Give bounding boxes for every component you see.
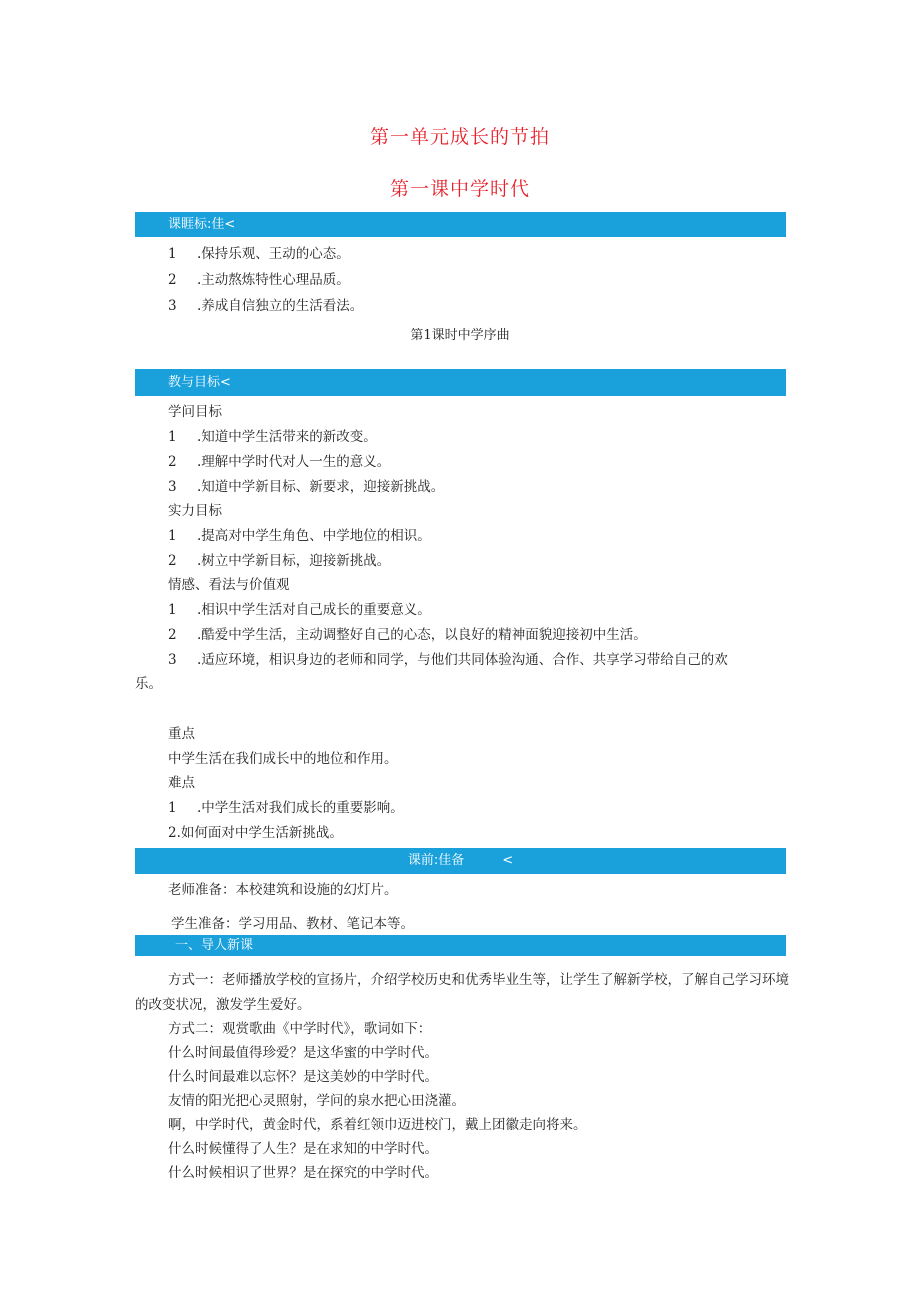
item-text: .适应环境，相识身边的老师和同学，与他们共同体验沟通、合作、共享学习带给自己的欢 — [197, 652, 728, 668]
item-number: 1 — [168, 246, 177, 262]
item-number: 2 — [168, 627, 177, 643]
item-number: 2 — [168, 272, 177, 288]
item-text: .养成自信独立的生活看法。 — [197, 298, 364, 314]
item-text: .相识中学生活对自己成长的重要意义。 — [197, 602, 431, 618]
lyric-line: 什么时候相识了世界？是在探究的中学时代。 — [168, 1165, 438, 1181]
item-text: .理解中学时代对人一生的意义。 — [197, 454, 391, 470]
bar-mark: < — [502, 853, 514, 868]
item-number: 1 — [168, 528, 177, 544]
section-bar-curriculum-goals: 课睚标:佳< — [135, 212, 786, 237]
key-text: 中学生活在我们成长中的地位和作用。 — [168, 751, 398, 767]
item-text: .保持乐观、王动的心态。 — [197, 246, 350, 262]
item-number: 1 — [168, 602, 177, 618]
list-item — [168, 270, 350, 290]
list-item — [168, 600, 431, 620]
list-item — [168, 526, 431, 546]
ability-heading: 实力目标 — [168, 503, 222, 519]
item-text: .主动熬炼特性心理品质。 — [197, 272, 350, 288]
list-item — [168, 551, 390, 571]
item-number: 2 — [168, 454, 177, 470]
list-item — [168, 244, 350, 264]
list-item — [168, 477, 444, 497]
method-two: 方式二：观赏歌曲《中学时代》，歌词如下： — [168, 1021, 432, 1037]
item-text: .提高对中学生角色、中学地位的相识。 — [197, 528, 431, 544]
item-text: .知道中学生活带来的新改变。 — [197, 429, 377, 445]
teacher-prep: 老师准备：本校建筑和设施的幻灯片。 — [168, 882, 398, 898]
student-prep: 学生准备：学习用品、教材、笔记本等。 — [171, 916, 414, 932]
item-number: 3 — [168, 298, 177, 314]
lyric-line: 什么时候懂得了人生？是在求知的中学时代。 — [168, 1141, 438, 1157]
list-item — [168, 625, 647, 645]
list-item — [168, 296, 363, 316]
emotion-heading: 情感、看法与价值观 — [168, 577, 290, 593]
section-bar-teaching-goals: 教与目标< — [135, 369, 786, 396]
item-text: .中学生活对我们成长的重要影响。 — [197, 800, 404, 816]
list-item: 2.如何面对中学生活新挑战。 — [168, 825, 343, 841]
difficulty-heading: 难点 — [168, 775, 195, 791]
item-number: 2 — [168, 553, 177, 569]
method-one: 方式一：老师播放学校的宣扬片，介绍学校历史和优秀毕业生等，让学生了解新学校，了解自己学习环境的改变状况，激发学生爱好。 — [135, 972, 789, 1013]
section-bar-preparation — [135, 848, 786, 874]
item-number: 3 — [168, 479, 177, 495]
item-text: .酷爱中学生活，主动调整好自己的心态，以良好的精神面貌迎接初中生活。 — [197, 627, 647, 643]
bar-label: 课前:佳备 — [407, 853, 465, 868]
lyric-line: 什么时间最难以忘怀？是这美妙的中学时代。 — [168, 1069, 438, 1085]
item-number: 1 — [168, 800, 177, 816]
key-heading: 重点 — [168, 726, 195, 742]
list-item — [168, 427, 377, 447]
lyric-line: 什么时间最值得珍爱？是这华蜜的中学时代。 — [168, 1045, 438, 1061]
list-item — [168, 650, 728, 670]
item-text-continuation: 乐。 — [135, 676, 162, 692]
item-number: 3 — [168, 652, 177, 668]
unit-title: 第一单元成长的节拍 — [369, 126, 550, 148]
knowledge-heading: 学问目标 — [168, 404, 222, 420]
item-text: .树立中学新目标，迎接新挑战。 — [197, 553, 391, 569]
list-item — [168, 798, 404, 818]
item-text: .知道中学新目标、新要求，迎接新挑战。 — [197, 479, 445, 495]
lyric-line: 啊，中学时代，黄金时代，系着红领巾迈进校门，戴上团徽走向将来。 — [168, 1117, 587, 1133]
item-number: 1 — [168, 429, 177, 445]
lesson-title: 第一课中学时代 — [389, 178, 530, 200]
lyric-line: 友情的阳光把心灵照射，学问的泉水把心田浇灌。 — [168, 1093, 465, 1109]
section-bar-introduction: 一、导人新课 — [135, 935, 786, 956]
period-title: 第1课时中学序曲 — [410, 328, 510, 343]
list-item — [168, 452, 390, 472]
